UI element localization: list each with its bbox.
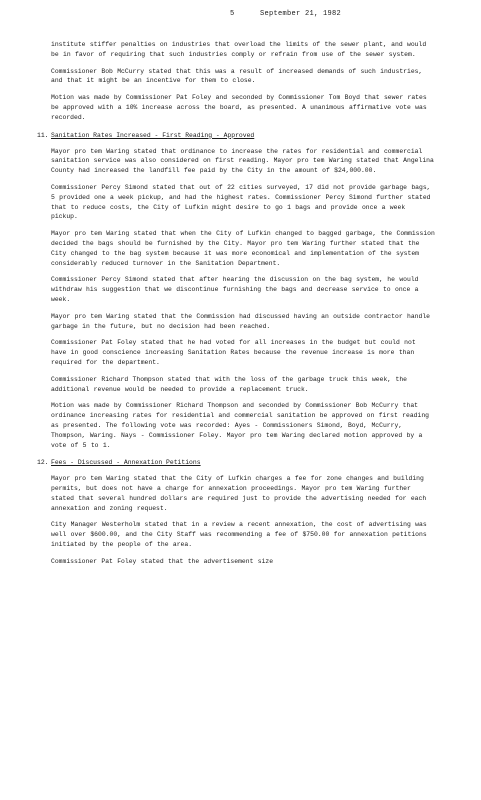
- meeting-date: September 21, 1982: [260, 10, 342, 18]
- paragraph: Mayor pro tem Waring stated that the Commission had discussed having an outside contractor handle garbage in the future, but no decision had been reached.: [51, 312, 430, 330]
- section-heading: [37, 131, 461, 141]
- paragraph: institute stiffer penalties on industries that overload the limits of the sewer plant, and would be in favor of requiring that such industries comply or refrain from use of the sewer system.: [51, 41, 427, 58]
- paragraph: Mayor pro tem Waring stated that ordinance to increase the rates for residential and commercial sanitation service was also considered on first reading. Mayor pro tem Waring stated that Angelina County had increased the landfill fee paid by the City in the amount of $24,000.00.: [51, 147, 434, 175]
- paragraph: Mayor pro tem Waring stated that the City of Lufkin charges a fee for zone changes and building permits, but does not have a charge for annexation proceedings. Mayor pro tem Waring further stated that several hundred dollars are required just to provide the advertising needed for each annexation and zoning request.: [51, 475, 427, 512]
- paragraph: Commissioner Richard Thompson stated that with the loss of the garbage truck this week, the additional revenue would be needed to provide a replacement truck.: [51, 375, 407, 393]
- paragraph: Commissioner Percy Simond stated that after hearing the discussion on the bag system, he would withdraw his suggestion that we discontinue furnishing the bags and decrease service to once a week.: [51, 276, 419, 303]
- paragraph: Commissioner Pat Foley stated that he had voted for all increases in the budget but could not have in good conscience increasing Sanitation Rates because the revenue increase is more than required for the department.: [51, 339, 416, 366]
- paragraph: City Manager Westerholm stated that in a review a recent annexation, the cost of advertising was well over $600.00, and the City Staff was recommending a fee of $750.00 for annexation petitions initiated by the people of the area.: [51, 521, 427, 549]
- page-number: 5: [230, 10, 235, 18]
- section-heading: [37, 458, 461, 468]
- page-header: [0, 10, 481, 22]
- paragraph: Commissioner Bob McCurry stated that this was a result of increased demands of such industries, and that it might be an incentive for them to close.: [51, 67, 423, 85]
- section-number: 11.: [37, 131, 49, 139]
- minutes-body: [37, 40, 461, 574]
- paragraph: Commissioner Pat Foley stated that the advertisement size: [51, 557, 274, 565]
- paragraph: Motion was made by Commissioner Pat Foley and seconded by Commissioner Tom Boyd that sewer rates be approved with a 10% increase across the board, as presented. A unanimous affirmative vote was recorded.: [51, 94, 427, 121]
- paragraph: Commissioner Percy Simond stated that out of 22 cities surveyed, 17 did not provide garbage bags, 5 provided one a week pickup, and had the highest rates. Commissioner Percy Simond further stated that to reduce costs, the City of Lufkin might desire to go 1 bags and provide once a week pickup.: [51, 183, 431, 221]
- paragraph: Motion was made by Commissioner Richard Thompson and seconded by Commissioner Bob McCurry that ordinance increasing rates for residential and commercial sanitation be approved on first reading as presented. The following vote was recorded: Ayes - Commissioners Simond, Boyd, McCurry, Thompson, Waring. Nays - Commissioner Foley. Mayor pro tem Waring declared motion approved by a vote of 5 to 1.: [51, 402, 429, 449]
- section-title: Sanitation Rates Increased - First Reading - Approved: [51, 131, 255, 139]
- section-title: Fees - Discussed - Annexation Petitions: [51, 459, 201, 467]
- section-number: 12.: [37, 459, 49, 467]
- paragraph: Mayor pro tem Waring stated that when the City of Lufkin changed to bagged garbage, the Commission decided the bags should be furnished by the City. Mayor pro tem Waring further stated that the City changed to the bag system because it was more economical and implementation of the system considerably reduced turnover in the Sanitation Department.: [51, 230, 435, 267]
